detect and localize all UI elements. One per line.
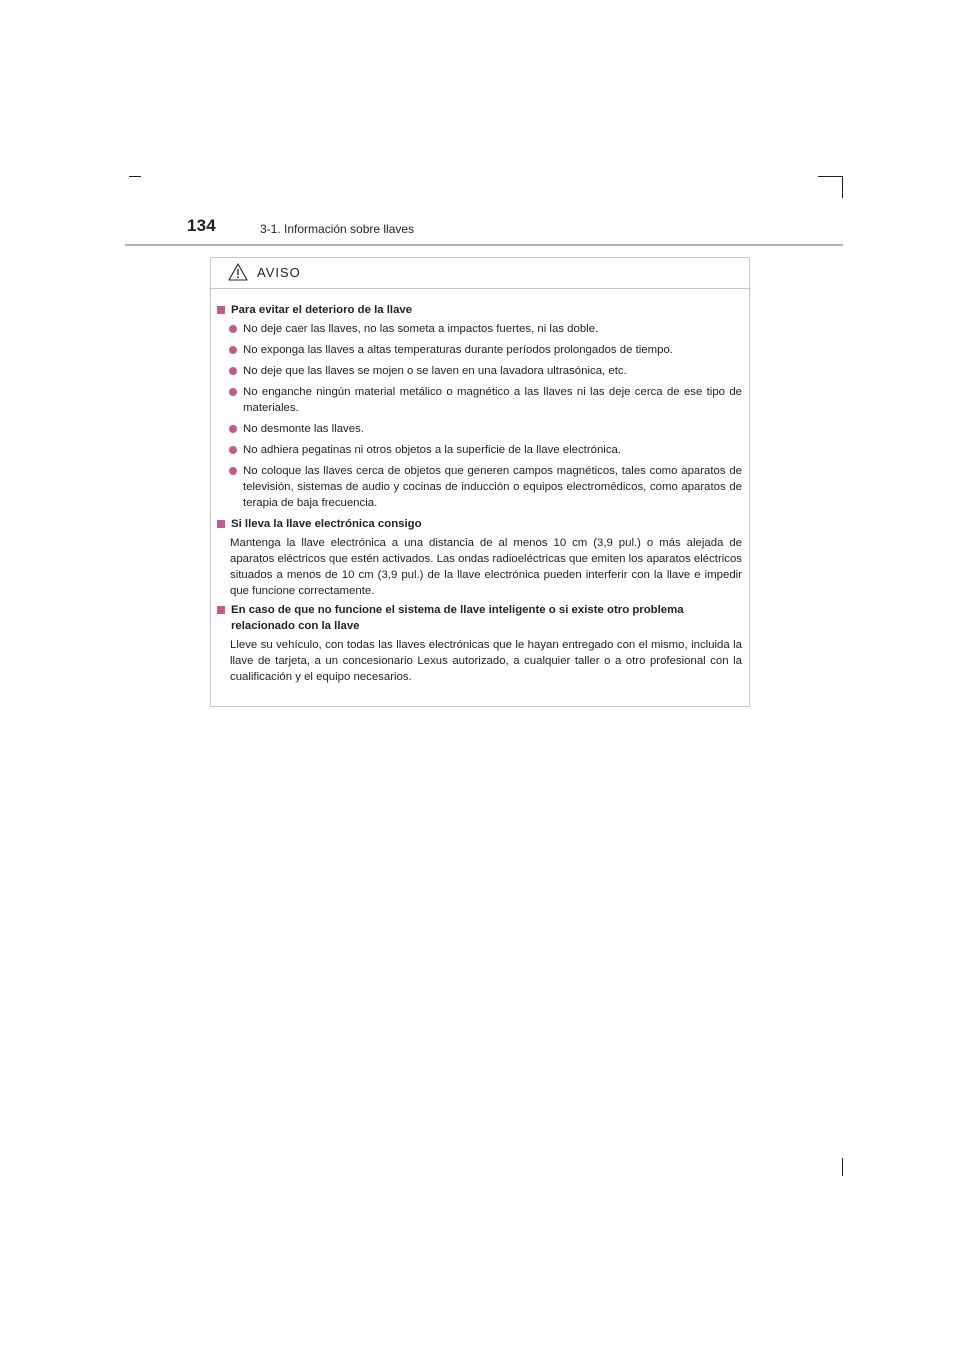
list-item [229,363,742,379]
subsection-heading [217,516,742,532]
list-item [229,384,742,416]
notice-subsection [217,516,742,599]
warning-notice-box [210,257,750,707]
section-title: 3-1. Información sobre llaves [260,222,415,236]
list-item [229,463,742,511]
subsection-heading-text: Para evitar el deterioro de la llave [231,304,413,316]
header-divider [125,244,843,246]
crop-mark [842,176,843,198]
list-item [229,442,742,458]
warning-notice-body [211,289,749,685]
crop-mark [129,176,141,177]
list-item [229,342,742,358]
crop-mark [818,176,842,177]
page-number: 134 [187,216,216,235]
subsection-paragraph: Lleve su vehículo, con todas las llaves electrónicas que le hayan entregado con el mismo, incluida la llave de tarjeta, a un concesionario Lexus autorizado, a cualquier taller o a otro profesional con la cualificación y el equipo necesarios. [230,639,742,683]
list-item-text: No deje que las llaves se mojen o se laven en una lavadora ultrasónica, etc. [243,365,627,377]
list-item-text: No coloque las llaves cerca de objetos que generen campos magnéticos, tales como aparatos de televisión, sistemas de audio y cocinas de inducción o equipos electromédicos, como aparatos de terapia de baja frecuencia. [243,465,742,509]
crop-mark [842,1158,843,1176]
warning-notice-header [211,258,749,289]
subsection-heading-text: Si lleva la llave electrónica consigo [231,518,422,530]
square-bullet-icon [217,606,225,614]
subsection-heading [217,602,742,634]
notice-subsection [217,602,742,685]
round-bullet-icon [229,325,237,333]
list-item [229,421,742,437]
round-bullet-icon [229,467,237,475]
round-bullet-icon [229,446,237,454]
list-item-text: No deje caer las llaves, no las someta a impactos fuertes, ni las doble. [243,323,599,335]
list-item-text: No desmonte las llaves. [243,423,364,435]
subsection-paragraph: Mantenga la llave electrónica a una distancia de al menos 10 cm (3,9 pul.) o más alejada de aparatos eléctricos que estén activados. Las ondas radioeléctricas que emiten los aparatos eléctricos situados a menos de 10 cm (3,9 pul.) de la llave electrónica pueden interferir con la llave e impedir que funcione correctamente. [230,537,742,597]
square-bullet-icon [217,520,225,528]
round-bullet-icon [229,367,237,375]
list-item-text: No exponga las llaves a altas temperaturas durante períodos prolongados de tiempo. [243,344,673,356]
round-bullet-icon [229,346,237,354]
round-bullet-icon [229,388,237,396]
list-item-text: No enganche ningún material metálico o magnético a las llaves ni las deje cerca de ese tipo de materiales. [243,386,742,414]
subsection-heading-text: En caso de que no funcione el sistema de llave inteligente o si existe otro problema relacionado con la llave [231,604,684,632]
square-bullet-icon [217,306,225,314]
list-item-text: No adhiera pegatinas ni otros objetos a la superficie de la llave electrónica. [243,444,622,456]
warning-label: AVISO [257,265,301,280]
warning-triangle-icon [228,263,248,281]
list-item [229,321,742,337]
round-bullet-icon [229,425,237,433]
notice-subsection [217,302,742,511]
subsection-heading [217,302,742,318]
